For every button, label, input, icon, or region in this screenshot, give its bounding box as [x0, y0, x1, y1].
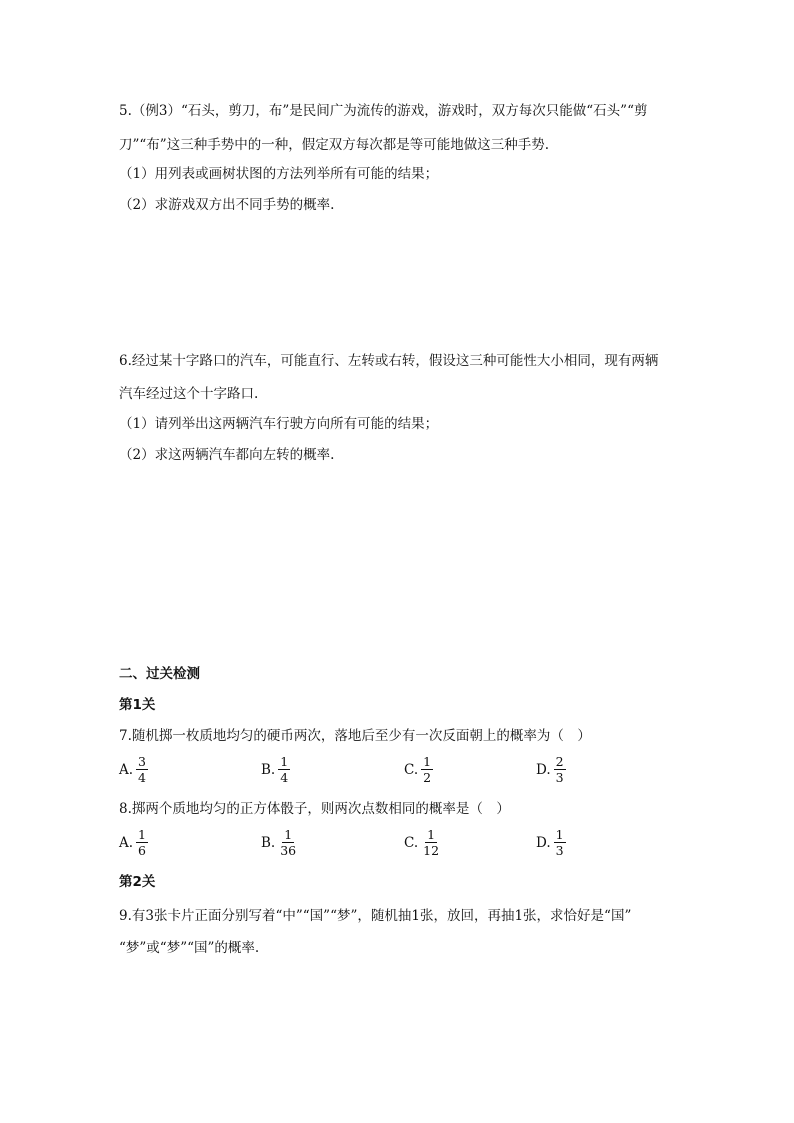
- fraction: $\frac{1}{12}$: [423, 827, 440, 858]
- q9-line1: 9.有3张卡片正面分别写着“中”“国”“梦”，随机抽1张，放回，再抽1张，求恰好是“国”: [119, 908, 632, 924]
- option-label: A.: [119, 761, 134, 778]
- q8-option-d: [536, 828, 566, 857]
- q7-stem: 7.随机掷一枚质地均匀的硬币两次，落地后至少有一次反面朝上的概率为（ ）: [119, 728, 591, 744]
- q5-line2: 刀”“布”这三种手势中的一种，假定双方每次都是等可能地做这三种手势.: [119, 137, 549, 153]
- option-label: A.: [119, 834, 134, 851]
- option-label: B.: [261, 761, 276, 778]
- fraction: $\frac{3}{4}$: [138, 754, 146, 785]
- level1-heading: 第1关: [119, 697, 156, 713]
- q6-part2: （2）求这两辆汽车都向左转的概率.: [119, 447, 335, 463]
- q5-part2: （2）求游戏双方出不同手势的概率.: [119, 197, 335, 213]
- q7-option-a: [119, 755, 148, 784]
- section-title: 二、过关检测: [119, 666, 200, 682]
- q8-stem: 8.掷两个质地均匀的正方体骰子，则两次点数相同的概率是（ ）: [119, 801, 510, 817]
- fraction: $\frac{2}{3}$: [555, 754, 564, 785]
- fraction: $\frac{1}{3}$: [555, 827, 564, 858]
- q6-line2: 汽车经过这个十字路口.: [119, 386, 259, 402]
- option-label: C.: [404, 761, 419, 778]
- option-label: C.: [404, 834, 419, 851]
- q8-option-b: [261, 828, 298, 857]
- fraction: $\frac{1}{4}$: [280, 754, 289, 785]
- q7-option-c: [404, 755, 433, 784]
- q6-part1: （1）请列举出这两辆汽车行驶方向所有可能的结果；: [119, 416, 439, 432]
- q9-line2: “梦”或“梦”“国”的概率.: [119, 940, 260, 956]
- level2-heading: 第2关: [119, 874, 156, 890]
- fraction: $\frac{1}{36}$: [280, 827, 297, 858]
- q7-option-d: [536, 755, 566, 784]
- fraction: $\frac{1}{2}$: [423, 754, 432, 785]
- fraction: $\frac{1}{6}$: [138, 827, 146, 858]
- option-label: B.: [261, 834, 276, 851]
- q5-part1: （1）用列表或画树状图的方法列举所有可能的结果；: [119, 166, 439, 182]
- q5-line1: 5.（例3）“石头，剪刀，布”是民间广为流传的游戏，游戏时，双方每次只能做“石头”“剪: [119, 103, 648, 119]
- q7-option-b: [261, 755, 290, 784]
- q6-line1: 6.经过某十字路口的汽车，可能直行、左转或右转，假设这三种可能性大小相同，现有两辆: [119, 353, 659, 369]
- option-label: D.: [536, 761, 551, 778]
- q8-option-c: [404, 828, 441, 857]
- option-label: D.: [536, 834, 551, 851]
- q8-option-a: [119, 828, 148, 857]
